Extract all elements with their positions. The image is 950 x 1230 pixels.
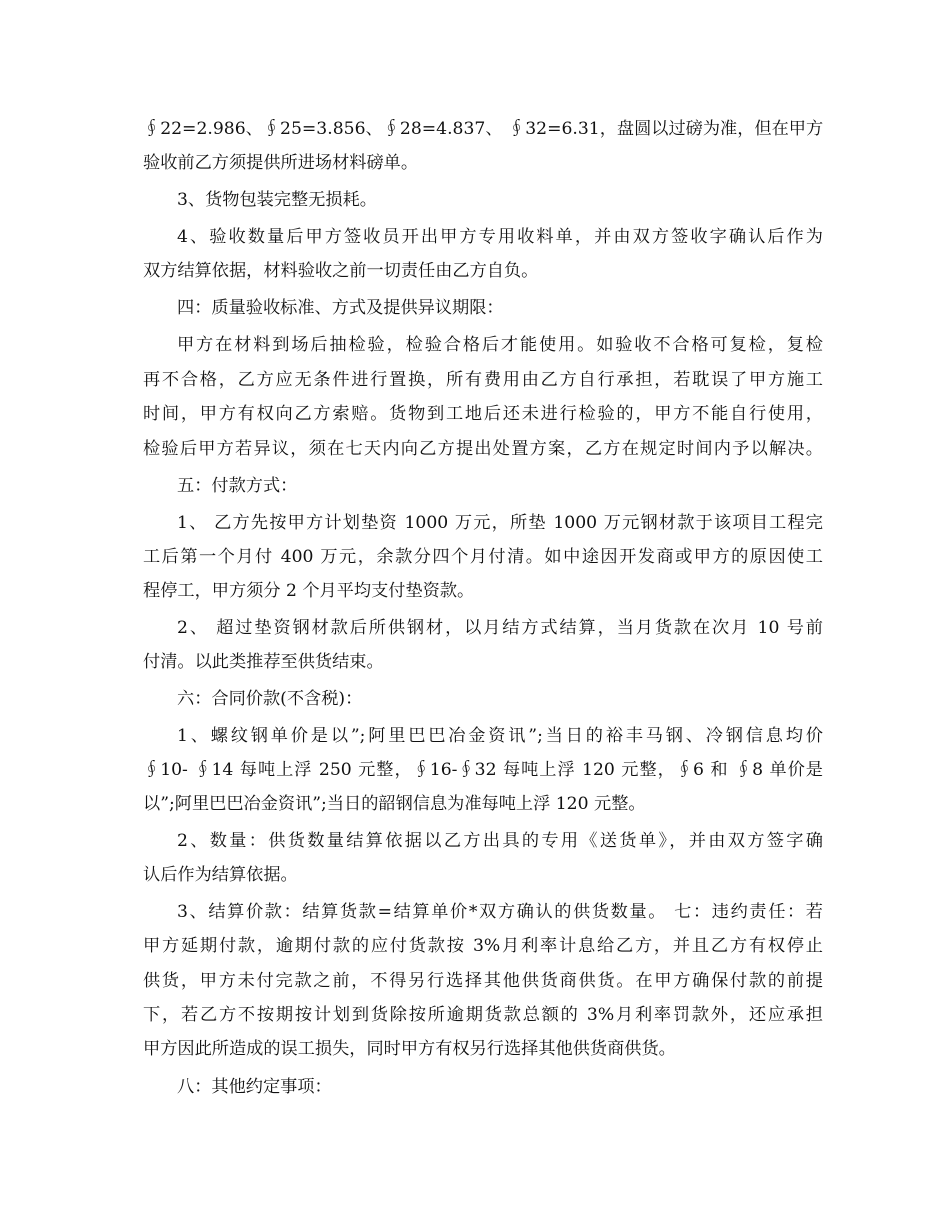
document-line: 甲方延期付款，逾期付款的应付货款按 3%月利率计息给乙方，并且乙方有权停止 <box>143 936 823 956</box>
document-line: 2、数量：供货数量结算依据以乙方出具的专用《送货单》，并由双方签字确 <box>177 831 823 851</box>
document-line: 供货，甲方未付完款之前，不得另行选择其他供货商供货。在甲方确保付款的前提 <box>143 971 823 991</box>
document-line: 4、验收数量后甲方签收员开出甲方专用收料单，并由双方签收字确认后作为 <box>177 227 823 247</box>
document-line: 五：付款方式： <box>177 476 298 496</box>
document-line: 认后作为结算依据。 <box>143 865 298 885</box>
document-line: 程停工，甲方须分 2 个月平均支付垫资款。 <box>143 581 475 601</box>
document-line: 1、 乙方先按甲方计划垫资 1000 万元，所垫 1000 万元钢材款于该项目工程完 <box>177 513 823 533</box>
document-line: 下，若乙方不按期按计划到货除按所逾期货款总额的 3%月利率罚款外，还应承担 <box>143 1005 823 1025</box>
document-line: 八：其他约定事项： <box>177 1077 332 1097</box>
document-line: 四：质量验收标准、方式及提供异议期限： <box>177 298 504 318</box>
document-line: 1、螺纹钢单价是以”;阿里巴巴冶金资讯”;当日的裕丰马钢、冷钢信息均价 <box>177 726 823 746</box>
document-line: 甲方在材料到场后抽检验，检验合格后才能使用。如验收不合格可复检，复检 <box>177 335 823 355</box>
document-line: 3、货物包装完整无损耗。 <box>177 190 377 210</box>
document-line: 2、 超过垫资钢材款后所供钢材，以月结方式结算，当月货款在次月 10 号前 <box>177 618 823 638</box>
document-line: 付清。以此类推荐至供货结束。 <box>143 652 384 672</box>
document-line: 六：合同价款(不含税)： <box>177 689 363 709</box>
document-line: 3、结算价款：结算货款=结算单价*双方确认的供货数量。 七：违约责任：若 <box>177 902 823 922</box>
document-line: ∮22=2.986、∮25=3.856、∮28=4.837、 ∮32=6.31，盘圆以过磅为准，但在甲方 <box>143 119 824 139</box>
document-line: 再不合格，乙方应无条件进行置换，所有费用由乙方自行承担，若耽误了甲方施工 <box>143 370 823 390</box>
document-line: ∮10- ∮14 每吨上浮 250 元整，∮16-∮32 每吨上浮 120 元整，∮6 和 ∮8 单价是 <box>143 760 823 780</box>
document-line: 验收前乙方须提供所进场材料磅单。 <box>143 153 419 173</box>
document-line: 甲方因此所造成的误工损失，同时甲方有权另行选择其他供货商供货。 <box>143 1039 676 1059</box>
document-line: 时间，甲方有权向乙方索赔。货物到工地后还未进行检验的，甲方不能自行使用， <box>143 404 823 424</box>
document-line: 工后第一个月付 400 万元，余款分四个月付清。如中途因开发商或甲方的原因使工 <box>143 547 823 567</box>
document-line: 检验后甲方若异议，须在七天内向乙方提出处置方案，乙方在规定时间内予以解决。 <box>143 439 823 459</box>
document-line: 双方结算依据，材料验收之前一切责任由乙方自负。 <box>143 261 539 281</box>
document-line: 以”;阿里巴巴冶金资讯”;当日的韶钢信息为准每吨上浮 120 元整。 <box>143 794 646 814</box>
